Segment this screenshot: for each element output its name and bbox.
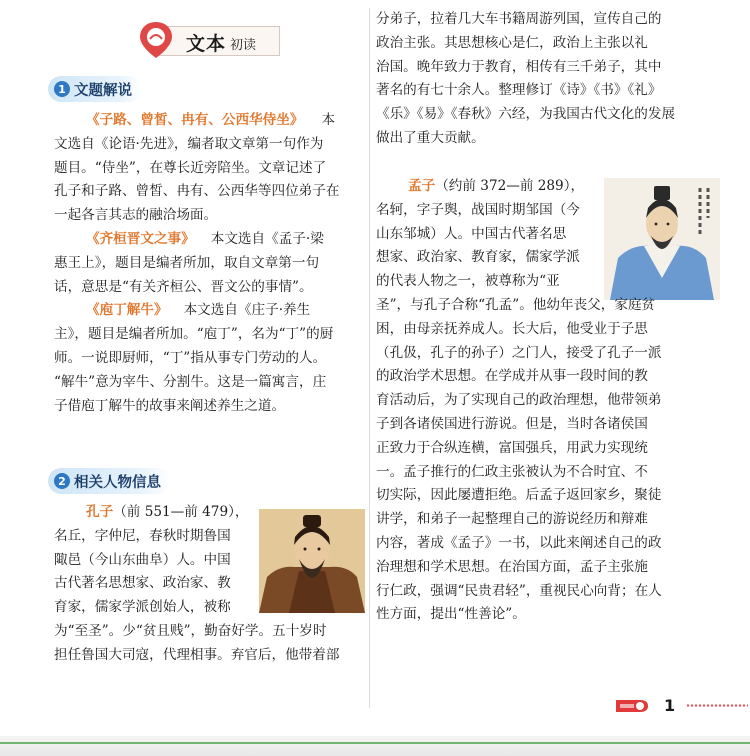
decorative-dots xyxy=(686,704,748,707)
section-title: 相关人物信息 xyxy=(74,474,161,491)
bottom-edge xyxy=(0,736,750,756)
person-dates: （前 551—前 479）， xyxy=(113,504,249,520)
text-line: 想家、政治家、教育家，儒家学派 xyxy=(376,249,580,266)
text-line: 文选自《论语·先进》，编者取文章第一句作为 xyxy=(54,135,324,152)
section-title: 文题解说 xyxy=(74,82,132,99)
text-line: 师。一说即厨师，“丁”指从事专门劳动的人。 xyxy=(54,349,327,366)
section-number: 2 xyxy=(54,473,70,489)
text-line: 行仁政，强调“民贵君轻”，重视民心向背；在人 xyxy=(376,582,662,599)
section-label-title-explanation xyxy=(48,76,142,102)
location-pin-icon xyxy=(136,20,176,60)
text-line xyxy=(54,299,339,323)
text-line: 《乐》《易》《春秋》六经，为我国古代文化的发展 xyxy=(376,106,676,123)
text-line: 题目。“侍坐”，在尊长近旁陪坐。文章记述了 xyxy=(54,159,327,176)
header-title: 文本 xyxy=(186,33,227,55)
text-fragment: 本 xyxy=(321,112,336,128)
text-line: （孔伋，孔子的孙子）之门人，接受了孔子一派 xyxy=(376,344,662,361)
text-line: 正致力于合纵连横，富国强兵，用武力实现统 xyxy=(376,439,648,456)
text-line: “解牛”意为宰牛、分割牛。这是一篇寓言，庄 xyxy=(54,373,327,390)
section1-body xyxy=(54,109,339,418)
page-number: 1 xyxy=(664,696,676,715)
person-dates: （约前 372—前 289）， xyxy=(435,178,585,194)
text-line: 一。孟子推行的仁政主张被认为不合时宜、不 xyxy=(376,463,648,480)
item-title: 《齐桓晋文之事》 xyxy=(86,230,195,247)
text-fragment: 本文选自《孟子·梁 xyxy=(210,230,324,247)
text-line: 的代表人物之一，被尊称为“亚 xyxy=(376,273,560,290)
page-marker-icon xyxy=(614,696,652,716)
text-line: 育家，儒家学派创始人，被称 xyxy=(54,599,231,616)
text-line: 育活动后，为了实现自己的政治理想，他带领弟 xyxy=(376,392,662,409)
text-line: 内容，著成《孟子》一书，以此来阐述自己的政 xyxy=(376,534,662,551)
text-line: 古代著名思想家、政治家、教 xyxy=(54,575,231,592)
text-line: 的政治学术思想。在学成并从事一段时间的教 xyxy=(376,368,648,385)
text-line: 子到各诸侯国进行游说。但是，当时各诸侯国 xyxy=(376,415,648,432)
text-line: 治理想和学术思想。在治国方面，孟子主张施 xyxy=(376,558,648,575)
text-line xyxy=(54,501,339,525)
text-line: 为“至圣”。少“贫且贱”，勤奋好学。五十岁时 xyxy=(54,622,327,639)
text-line: 圣”，与孔子合称“孔孟”。他幼年丧父，家庭贫 xyxy=(376,296,656,313)
text-line: 名丘，字仲尼，春秋时期鲁国 xyxy=(54,527,231,544)
mencius-bio xyxy=(376,175,662,627)
text-line: 主》，题目是编者所加。“庖丁”，名为“丁”的厨 xyxy=(54,326,334,343)
person-name: 孟子 xyxy=(408,178,436,194)
text-line: 讲学，和弟子一起整理自己的游说经历和辩难 xyxy=(376,511,648,528)
text-line: 做出了重大贡献。 xyxy=(376,129,485,146)
text-line: 话，意思是“有关齐桓公、晋文公的事情”。 xyxy=(54,278,313,295)
item-title: 《子路、曾皙、冉有、公西华侍坐》 xyxy=(86,112,304,128)
bottom-rule xyxy=(0,742,750,744)
text-fragment: 本文选自《庄子·养生 xyxy=(183,302,311,319)
section-header xyxy=(134,16,284,58)
text-line xyxy=(54,109,339,133)
text-line: 性方面，提出“性善论”。 xyxy=(376,606,526,623)
section-label-related-figures xyxy=(48,468,171,494)
item-title: 《庖丁解牛》 xyxy=(86,302,168,319)
text-line: 陬邑（今山东曲阜）人。中国 xyxy=(54,551,231,568)
text-line: 一起各言其志的融洽场面。 xyxy=(54,207,218,224)
text-line: 政治主张。其思想核心是仁，政治上主张以礼 xyxy=(376,34,648,51)
text-line: 子借庖丁解牛的故事来阐述养生之道。 xyxy=(54,397,286,414)
text-line: 切实际，因此屡遭拒绝。后孟子返回家乡，聚徒 xyxy=(376,487,662,504)
text-line xyxy=(376,175,662,199)
confucius-bio-continued xyxy=(376,8,675,151)
text-line: 惠王上》，题目是编者所加，取自文章第一句 xyxy=(54,254,320,271)
text-line: 著名的有七十余人。整理修订《诗》《书》《礼》 xyxy=(376,82,662,99)
text-line: 孔子和子路、曾皙、冉有、公西华等四位弟子在 xyxy=(54,183,340,200)
text-line: 分弟子，拉着几大车书籍周游列国，宣传自己的 xyxy=(376,11,662,27)
text-line: 治国。晚年致力于教育，相传有三千弟子，其中 xyxy=(376,58,662,75)
text-line: 困，由母亲抚养成人。长大后，他受业于子思 xyxy=(376,320,648,337)
header-subtitle: 初读 xyxy=(230,38,257,53)
confucius-bio xyxy=(54,501,339,668)
text-line: 山东邹城）人。中国古代著名思 xyxy=(376,225,567,242)
column-divider xyxy=(369,8,370,708)
person-name: 孔子 xyxy=(86,504,114,520)
section-number: 1 xyxy=(54,81,70,97)
text-line: 担任鲁国大司寇，代理相事。弃官后，他带着部 xyxy=(54,646,340,663)
text-line: 名轲，字子舆，战国时期邹国（今 xyxy=(376,201,580,218)
text-line xyxy=(54,228,339,252)
